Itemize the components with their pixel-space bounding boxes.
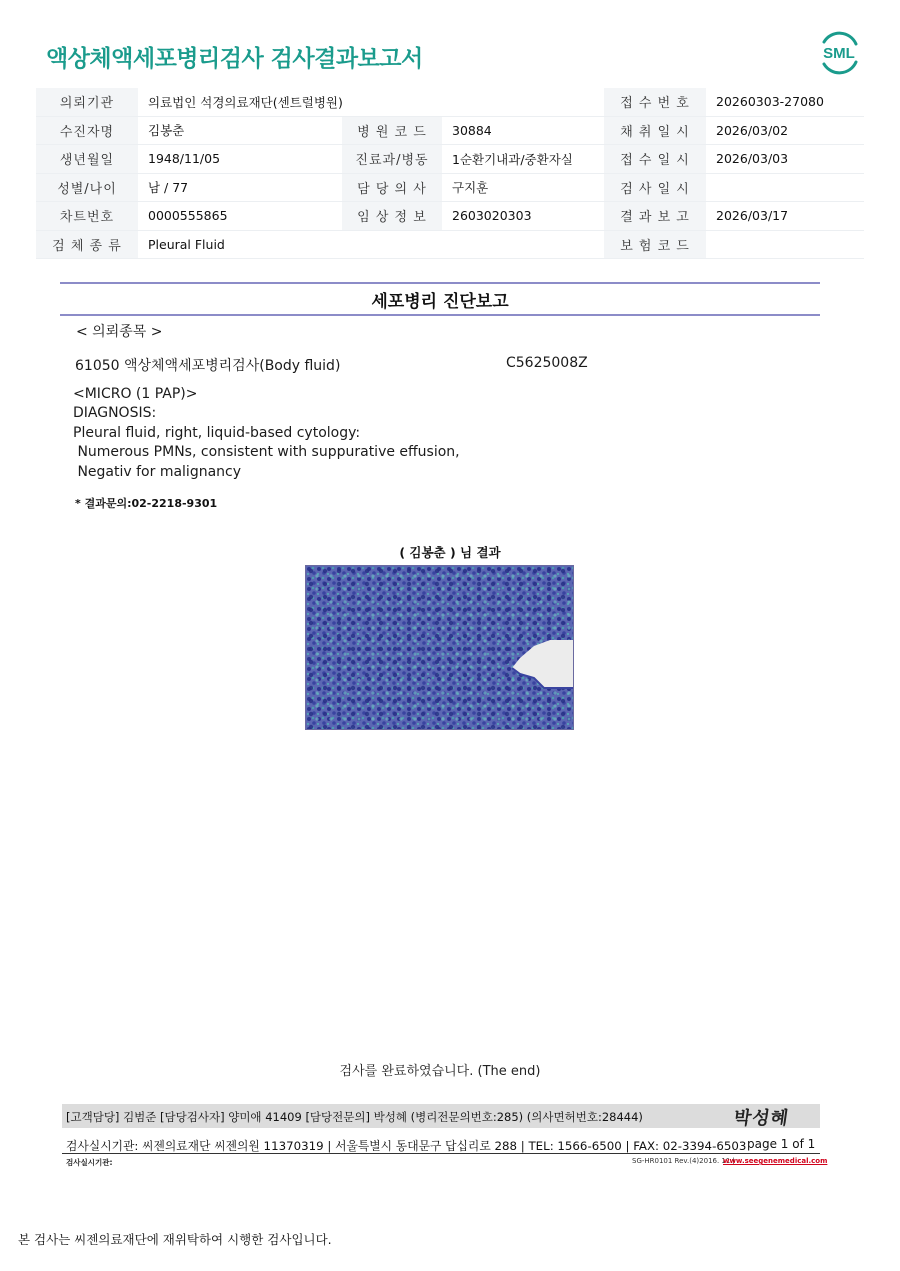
info-row — [36, 145, 864, 174]
page-indicator: page 1 of 1 — [747, 1137, 816, 1151]
diagnosis-line: Negativ for malignancy — [73, 464, 242, 480]
info-label: 접 수 번 호 — [604, 88, 706, 116]
info-row — [36, 202, 864, 231]
inquiry-phone: * 결과문의:02-2218-9301 — [75, 497, 218, 510]
end-text: 검사를 완료하였습니다. (The end) — [339, 1064, 541, 1079]
info-row — [36, 116, 864, 145]
logo-text: SML — [823, 45, 855, 62]
info-label: 검 사 일 시 — [604, 173, 706, 202]
info-label: 검 체 종 류 — [36, 230, 138, 259]
info-value: 30884 — [442, 116, 604, 145]
info-label: 채 취 일 시 — [604, 116, 706, 145]
info-value: 2026/03/17 — [706, 202, 864, 231]
form-code: SG-HR0101 Rev.(4)2016. 11 | — [632, 1157, 735, 1165]
info-row — [36, 173, 864, 202]
info-value: 김봉춘 — [138, 116, 342, 145]
diagnosis-line: <MICRO (1 PAP)> — [73, 386, 198, 402]
info-row — [36, 88, 864, 116]
cytology-micrograph — [306, 566, 573, 729]
info-value: 2026/03/03 — [706, 145, 864, 174]
info-label: 결 과 보 고 — [604, 202, 706, 231]
sml-logo — [816, 30, 862, 76]
diagnosis-line: Pleural fluid, right, liquid-based cytology: — [73, 425, 361, 441]
institution-line: 검사실시기관: 씨젠의료재단 씨젠의원 11370319 | 서울특별시 동대문구 답십리로 288 | TEL: 1566-6500 | FAX: 02-3394-6503 — [66, 1139, 747, 1153]
cytology-image — [305, 565, 574, 730]
info-label: 진료과/병동 — [342, 145, 442, 174]
info-label: 보 험 코 드 — [604, 230, 706, 259]
info-value — [706, 230, 864, 259]
info-label: 생년월일 — [36, 145, 138, 174]
info-label: 차트번호 — [36, 202, 138, 231]
info-label: 임 상 정 보 — [342, 202, 442, 231]
info-value: 구지훈 — [442, 173, 604, 202]
info-value: 2603020303 — [442, 202, 604, 231]
footer-divider — [62, 1153, 820, 1154]
diagnosis-line: DIAGNOSIS: — [73, 405, 157, 421]
staff-line: [고객담당] 김범준 [담당검사자] 양미애 41409 [담당전문의] 박성혜 (병리전문의번호:285) (의사면허번호:28444) — [66, 1110, 643, 1124]
report-title: 세포병리 진단보고 — [371, 292, 509, 312]
signature: 박성혜 — [732, 1108, 791, 1129]
info-row — [36, 230, 864, 259]
info-value-specimen: Pleural Fluid — [138, 230, 604, 259]
diagnosis-line: Numerous PMNs, consistent with suppurative effusion, — [73, 444, 460, 460]
info-value: 0000555865 — [138, 202, 342, 231]
website-link[interactable]: www.seegenemedical.com — [723, 1157, 828, 1165]
info-value: 1순환기내과/중환자실 — [442, 145, 604, 174]
info-label: 수진자명 — [36, 116, 138, 145]
info-label: 성별/나이 — [36, 173, 138, 202]
info-value: 2026/03/02 — [706, 116, 864, 145]
info-label: 담 당 의 사 — [342, 173, 442, 202]
image-caption: ( 김봉춘 ) 님 결과 — [399, 545, 501, 560]
page-title: 액상체액세포병리검사 검사결과보고서 — [46, 46, 423, 72]
request-heading: < 의뢰종목 > — [76, 324, 163, 340]
info-value: 1948/11/05 — [138, 145, 342, 174]
info-label: 병 원 코 드 — [342, 116, 442, 145]
test-code: C5625008Z — [506, 355, 588, 371]
bottom-note: 본 검사는 씨젠의료재단에 재위탁하여 시행한 검사입니다. — [18, 1232, 332, 1247]
footer-small-label: 검사실시기관: — [66, 1158, 113, 1167]
test-line: 61050 액상체액세포병리검사(Body fluid) — [75, 358, 341, 374]
info-label: 의뢰기관 — [36, 88, 138, 116]
patient-info-table — [36, 88, 864, 259]
info-value — [706, 173, 864, 202]
info-label: 접 수 일 시 — [604, 145, 706, 174]
info-value-institution: 의료법인 석경의료재단(센트럴병원) — [138, 88, 604, 116]
info-value: 남 / 77 — [138, 173, 342, 202]
staff-bar — [62, 1104, 820, 1128]
report-title-bar — [60, 282, 820, 316]
info-value: 20260303-27080 — [706, 88, 864, 116]
